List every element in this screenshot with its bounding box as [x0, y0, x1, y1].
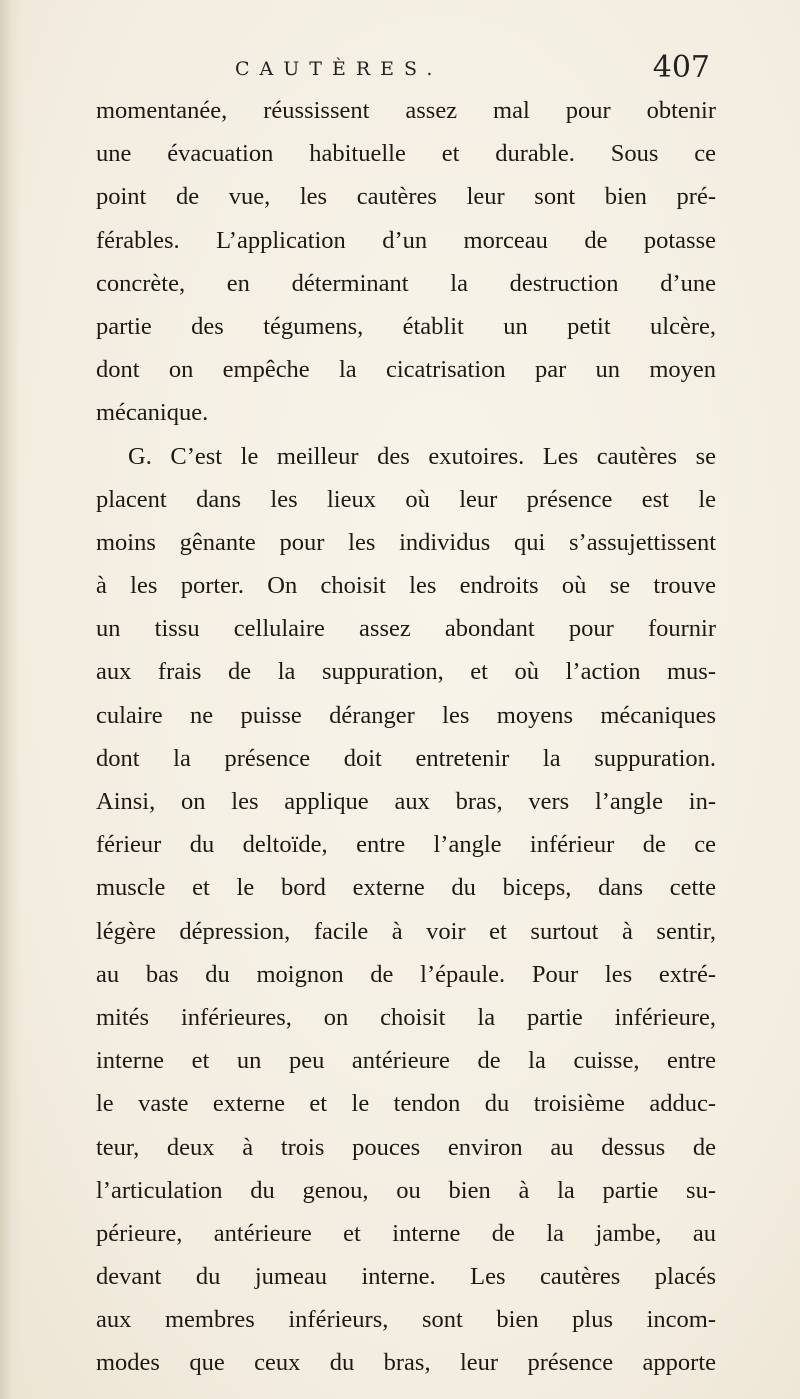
text-line: moins gênante pour les individus qui s’assujettissent [96, 528, 716, 556]
text-line: devant du jumeau interne. Les cautères placés [96, 1263, 716, 1291]
text-line: aux frais de la suppuration, et où l’action mus- [96, 658, 716, 686]
text-line: mités inférieures, on choisit la partie inférieure, [96, 1003, 716, 1031]
text-line: Ainsi, on les applique aux bras, vers l’angle in- [96, 788, 716, 815]
text-line: dont la présence doit entretenir la suppuration. [96, 744, 716, 772]
page-binding-edge [0, 0, 22, 1399]
text-line: au bas du moignon de l’épaule. Pour les extré- [96, 960, 716, 988]
text-line: mécanique. [96, 399, 209, 427]
text-line: placent dans les lieux où leur présence est le [96, 485, 716, 513]
text-line: teur, deux à trois pouces environ au dessus de [96, 1133, 716, 1161]
text-line: interne et un peu antérieure de la cuisse, entre [96, 1047, 716, 1075]
page-header [95, 50, 710, 90]
text-line: point de vue, les cautères leur sont bien pré- [96, 183, 716, 211]
text-line: une évacuation habituelle et durable. Sous ce [96, 140, 716, 168]
running-head: CAUTÈRES. [235, 58, 443, 80]
text-line: férables. L’application d’un morceau de potasse [96, 226, 716, 254]
text-line: culaire ne puisse déranger les moyens mécaniques [96, 701, 716, 729]
text-line: férieur du deltoïde, entre l’angle inférieur de ce [96, 831, 716, 859]
text-line: à les porter. On choisit les endroits où se trouve [96, 572, 716, 600]
text-line: aux membres inférieurs, sont bien plus incom- [96, 1306, 716, 1334]
text-line: G. C’est le meilleur des exutoires. Les cautères se [128, 442, 716, 470]
text-line: dont on empêche la cicatrisation par un moyen [96, 356, 716, 384]
page-number: 407 [652, 50, 710, 85]
text-line: un tissu cellulaire assez abondant pour fournir [96, 615, 716, 643]
text-line: partie des tégumens, établit un petit ulcère, [96, 312, 716, 340]
text-line: légère dépression, facile à voir et surtout à sentir, [96, 917, 716, 945]
text-line: concrète, en déterminant la destruction d’une [96, 269, 716, 297]
body-text [96, 89, 716, 1385]
text-line: modes que ceux du bras, leur présence apporte [96, 1349, 716, 1377]
text-line: le vaste externe et le tendon du troisième adduc- [96, 1090, 716, 1118]
text-line: momentanée, réussissent assez mal pour obtenir [96, 97, 716, 124]
text-line: périeure, antérieure et interne de la jambe, au [96, 1219, 716, 1247]
text-line: muscle et le bord externe du biceps, dans cette [96, 874, 716, 902]
text-line: l’articulation du genou, ou bien à la partie su- [96, 1176, 716, 1204]
